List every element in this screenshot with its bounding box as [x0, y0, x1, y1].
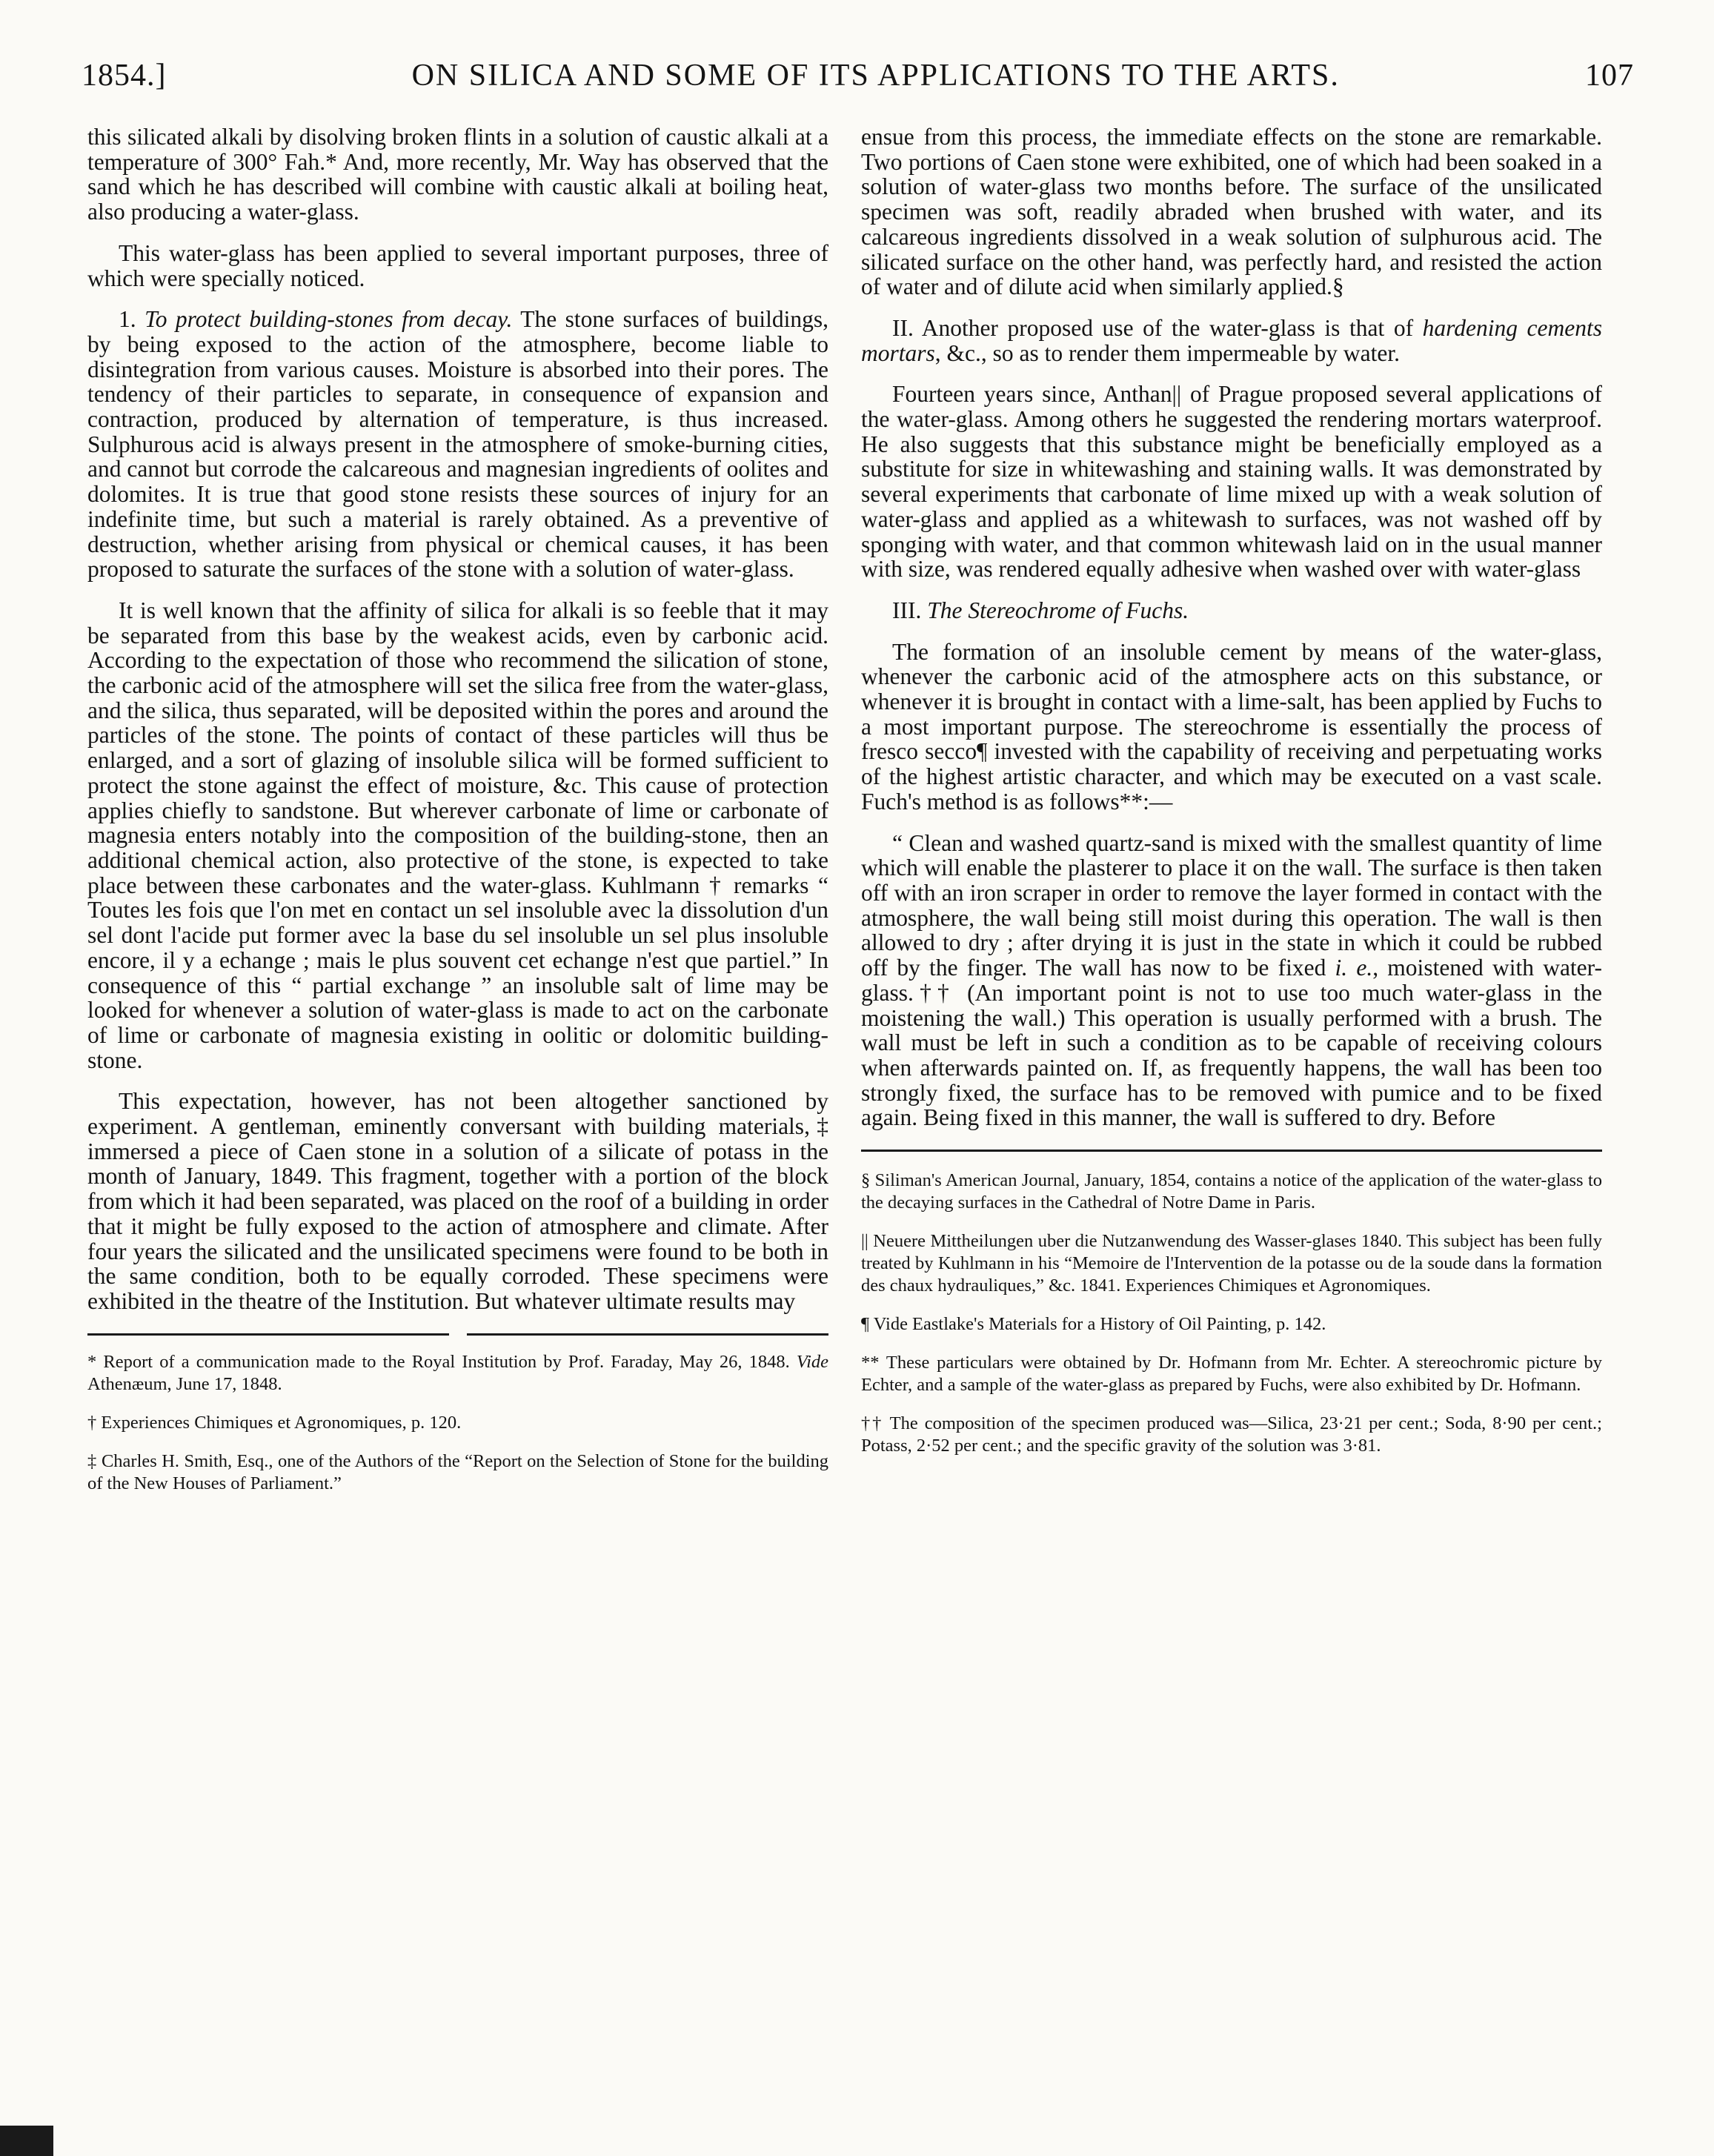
footnote-rule	[861, 1150, 1602, 1152]
footnote: || Neuere Mittheilungen uber die Nutzanwendung des Wasser-glases 1840. This subject has been fully treated by Kuhlmann in his “Memoire de l'Intervention de la potasse ou de la soude dans la formation des chaux hydrauliques,” &c. 1841. Experiences Chimiques et Agronomiques.	[861, 1231, 1602, 1296]
running-head	[82, 58, 1634, 102]
header-title: ON SILICA AND SOME OF ITS APPLICATIONS TO THE ARTS.	[411, 59, 1340, 93]
paragraph: Fourteen years since, Anthan|| of Prague proposed several applications of the water-glass. Among others he suggested the rendering mortars waterproof. He also suggests that this substance might be beneficially employed as a substitute for size in whitewashing and staining walls. It was demonstrated by several experiments that carbonate of lime mixed up with a weak solution of water-glass and applied as a whitewash to surfaces, was not washed off by sponging with water, and that common whitewash laid on in the usual manner with size, was rendered equally adhesive when washed over with water-glass	[861, 381, 1602, 583]
footnote: § Siliman's American Journal, January, 1854, contains a notice of the application of the water-glass to the decaying surfaces in the Cathedral of Notre Dame in Paris.	[861, 1170, 1602, 1213]
section-1-paragraph	[87, 307, 828, 582]
header-year: 1854.]	[82, 59, 167, 93]
paragraph-body: The stone surfaces of buildings, by being exposed to the action of the atmosphere, become liable to disintegration from various causes. Moisture is absorbed into their pores. The tendency of their particles to separate, in consequence of expansion and contraction, produced by alternation of temperature, is thus increased. Sulphurous acid is always present in the atmosphere of smoke-burning cities, and cannot but corrode the calcareous and magnesian ingredients of oolites and dolomites. It is true that good stone resists these sources of injury for an indefinite time, but such a material is rarely obtained. As a preventive of destruction, whether arising from physical or chemical causes, it has been proposed to saturate the surfaces of the stone with a solution of water-glass.	[87, 306, 829, 583]
section-3-heading: III. The Stereochrome of Fuchs.	[892, 597, 1189, 623]
left-column	[87, 125, 828, 1511]
section-number: 1.	[119, 306, 136, 333]
page-number: 107	[1584, 59, 1634, 93]
footnote: ** These particulars were obtained by Dr. Hofmann from Mr. Echter. A stereochromic picture by Echter, and a sample of the water-glass as prepared by Fuchs, were also exhibited by Dr. Hofmann.	[861, 1353, 1602, 1396]
paragraph: ensue from this process, the immediate effects on the stone are remarkable. Two portions of Caen stone were exhibited, one of which had been soaked in a solution of water-glass two months before. The surface of the unsilicated specimen was soft, readily abraded when brushed with water, and its calcareous ingredients dissolved in a weak solution of sulphurous acid. The silicated surface on the other hand, was perfectly hard, and resisted the action of water and of dilute acid when similarly applied.§	[861, 124, 1602, 300]
quotation-paragraph: “ Clean and washed quartz-sand is mixed with the smallest quantity of lime which will enable the plasterer to place it on the wall. The surface is then taken off with an iron scraper in order to remove the layer formed in contact with the atmosphere, the wall being still moist during this operation. The wall is then allowed to dry ; after drying it is just in the state in which it could be rubbed off by the finger. The wall has now to be fixed i. e., moistened with water-glass.†† (An important point is not to use too much water-glass in the moistening the wall.) This operation is usually performed with a brush. The wall must be left in such a condition as to be capable of receiving colours when afterwards painted on. If, as frequently happens, the wall has been too strongly fixed, the surface has to be removed with pumice and to be fixed again. Being fixed in this manner, the wall is suffered to dry. Before	[861, 829, 1603, 1131]
paragraph: The formation of an insoluble cement by means of the water-glass, whenever the carbonic acid of the atmosphere acts on this substance, or whenever it is brought in contact with a lime-salt, has been applied by Fuchs to a most important purpose. The stereochrome is essentially the process of fresco secco¶ invested with the capability of receiving and perpetuating works of the highest artistic character, and which may be executed on a vast scale. Fuch's method is as follows**:—	[861, 638, 1602, 815]
paragraph: This expectation, however, has not been altogether sanctioned by experiment. A gentleman, eminently conversant with building materials,‡ immersed a piece of Caen stone in a solution of a silicate of potass in the month of January, 1849. This fragment, together with a portion of the block from which it had been separated, was placed on the roof of a building in order that it might be fully exposed to the action of atmosphere and climate. After four years the silicated and the unsilicated specimens were found to be both in the same condition, both to be equally corroded. These specimens were exhibited in the theatre of the Institution. But whatever ultimate results may	[87, 1088, 828, 1314]
scan-edge-mark	[0, 2126, 53, 2156]
footnote: * Report of a communication made to the Royal Institution by Prof. Faraday, May 26, 1848. Vide Athenæum, June 17, 1848.	[87, 1351, 829, 1394]
footnote: ¶ Vide Eastlake's Materials for a History of Oil Painting, p. 142.	[861, 1314, 1326, 1335]
footnote: † Experiences Chimiques et Agronomiques, p. 120.	[87, 1412, 462, 1433]
paragraph: It is well known that the affinity of silica for alkali is so feeble that it may be separated from this base by the weakest acids, even by carbonic acid. According to the expectation of those who recommend the silication of stone, the carbonic acid of the atmosphere will set the silica free from the water-glass, and the silica, thus separated, will be deposited within the pores and around the particles of the stone. The points of contact of these particles will thus be enlarged, and a sort of glazing of insoluble silica will be formed sufficient to protect the stone against the effect of moisture, &c. This cause of protection applies chiefly to sandstone. But wherever carbonate of lime or carbonate of magnesia enters notably into the composition of the building-stone, then an additional chemical action, also protective of the stone, is expected to take place between these carbonates and the water-glass. Kuhlmann † remarks “ Toutes les fois que l'on met en contact un sel insoluble avec la dissolution d'un sel dont l'acide put former avec la base du sel insoluble un sel plus insoluble encore, il y a echange ; mais le plus souvent cet echange n'est que partiel.” In consequence of this “ partial exchange ” an insoluble salt of lime may be looked for whenever a solution of water-glass is made to act on the carbonate of lime or carbonate of magnesia existing in oolitic or dolomitic building-stone.	[87, 597, 828, 1073]
section-heading: To protect building-stones from decay.	[145, 306, 513, 333]
footnote: †† The composition of the specimen produced was—Silica, 23·21 per cent.; Soda, 8·90 per cent.; Potass, 2·52 per cent.; and the specific gravity of the solution was 3·81.	[861, 1413, 1602, 1456]
footnote: ‡ Charles H. Smith, Esq., one of the Authors of the “Report on the Selection of Stone for the building of the New Houses of Parliament.”	[87, 1450, 828, 1493]
paragraph: this silicated alkali by disolving broken flints in a solution of caustic alkali at a temperature of 300° Fah.* And, more recently, Mr. Way has observed that the sand which he has described will combine with caustic alkali at boiling heat, also producing a water-glass.	[87, 124, 828, 225]
right-column	[861, 125, 1602, 1473]
section-2-paragraph: II. Another proposed use of the water-glass is that of hardening cements mortars, &c., so as to render them impermeable by water.	[861, 314, 1602, 366]
paragraph: This water-glass has been applied to several important purposes, three of which were specially noticed.	[87, 239, 828, 291]
